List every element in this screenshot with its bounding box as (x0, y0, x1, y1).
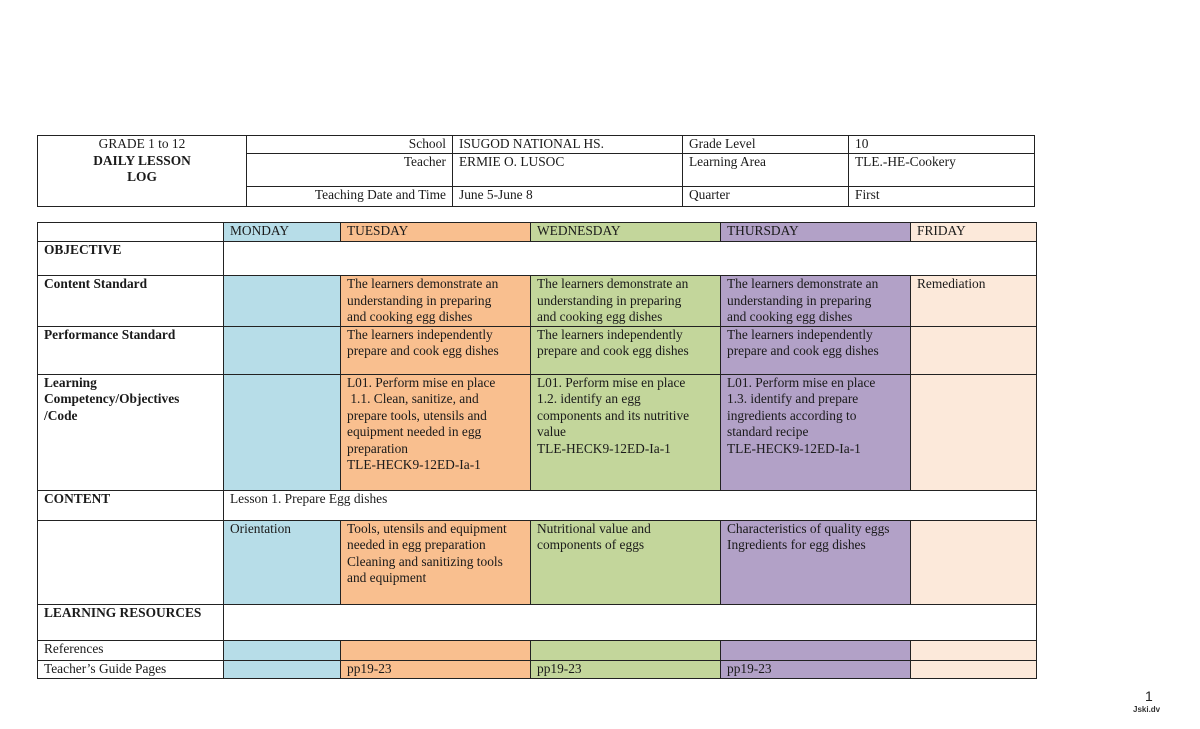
text-line: Competency/Objectives (44, 391, 180, 406)
text-line: prepare and cook egg dishes (727, 343, 879, 358)
topics-friday (911, 520, 1037, 604)
dll-title-line-2: LOG (127, 169, 157, 184)
day-header-thursday: THURSDAY (721, 223, 911, 242)
learning-area-label: Learning Area (683, 154, 849, 187)
performance-standard-label: Performance Standard (38, 326, 224, 374)
performance-standard-tuesday (341, 326, 531, 374)
footer-mark: Jski.dv (1133, 705, 1161, 714)
text-line: L01. Perform mise en place (727, 374, 876, 390)
text-line: L01. Perform mise en place (537, 374, 686, 390)
learning-competency-monday (224, 374, 341, 490)
day-header-tuesday: TUESDAY (341, 223, 531, 242)
text-line: Nutritional value and (537, 520, 651, 536)
teachers-guide-friday (911, 660, 1037, 678)
text-line: and cooking egg dishes (347, 309, 473, 324)
text-line: understanding in preparing (727, 292, 872, 308)
teachers-guide-row (38, 660, 1037, 678)
content-standard-wednesday (531, 276, 721, 327)
text-line: The learners demonstrate an (347, 276, 499, 291)
content-label: CONTENT (38, 490, 224, 520)
references-wednesday (531, 640, 721, 660)
references-friday (911, 640, 1037, 660)
learning-competency-wednesday (531, 374, 721, 490)
text-line: Ingredients for egg dishes (727, 537, 866, 552)
text-line: and cooking egg dishes (727, 309, 853, 324)
objective-label: OBJECTIVE (38, 242, 224, 276)
text-line: ingredients according to (727, 407, 857, 423)
performance-standard-thursday (721, 326, 911, 374)
topics-label-cell (38, 520, 224, 604)
quarter-value: First (849, 187, 1035, 207)
text-line: The learners demonstrate an (727, 276, 879, 291)
references-thursday (721, 640, 911, 660)
teachers-guide-label: Teacher’s Guide Pages (38, 660, 224, 678)
school-value: ISUGOD NATIONAL HS. (453, 136, 683, 154)
teachers-guide-wednesday: pp19-23 (531, 660, 721, 678)
references-monday (224, 640, 341, 660)
text-line: preparation (347, 440, 408, 456)
text-line: Tools, utensils and equipment (347, 520, 507, 536)
topics-row (38, 520, 1037, 604)
performance-standard-monday (224, 326, 341, 374)
content-standard-label: Content Standard (38, 276, 224, 327)
learning-resources-label: LEARNING RESOURCES (38, 604, 224, 640)
learning-competency-label (38, 374, 224, 490)
text-line: needed in egg preparation (347, 537, 486, 552)
day-header-row (38, 223, 1037, 242)
grade-level-label: Grade Level (683, 136, 849, 154)
text-line: Learning (44, 374, 97, 390)
dll-header-table (37, 135, 1035, 207)
text-line: /Code (44, 407, 78, 423)
dll-title-line-1: DAILY LESSON (93, 152, 191, 168)
school-label: School (247, 136, 453, 154)
date-value: June 5-June 8 (453, 187, 683, 207)
empty-corner-cell (38, 223, 224, 242)
text-line: and equipment (347, 570, 427, 585)
teachers-guide-monday (224, 660, 341, 678)
learning-competency-tuesday (341, 374, 531, 490)
text-line: prepare and cook egg dishes (537, 343, 689, 358)
performance-standard-row (38, 326, 1037, 374)
text-line: standard recipe (727, 424, 809, 439)
teachers-guide-tuesday: pp19-23 (341, 660, 531, 678)
text-line: The learners independently (727, 326, 873, 342)
content-standard-row (38, 276, 1037, 327)
references-row (38, 640, 1037, 660)
text-line: 1.3. identify and prepare (727, 391, 859, 406)
text-line: TLE-HECK9-12ED-Ia-1 (537, 440, 671, 456)
teacher-label: Teacher (247, 154, 453, 187)
lesson-plan-table (37, 222, 1037, 679)
topics-wednesday (531, 520, 721, 604)
references-tuesday (341, 640, 531, 660)
content-standard-friday: Remediation (911, 276, 1037, 327)
text-line: Cleaning and sanitizing tools (347, 553, 503, 569)
objective-span-cell (224, 242, 1037, 276)
topics-thursday (721, 520, 911, 604)
text-line: Characteristics of quality eggs (727, 520, 890, 536)
text-line: TLE-HECK9-12ED-Ia-1 (727, 440, 861, 456)
text-line: value (537, 424, 566, 439)
objective-row (38, 242, 1037, 276)
teacher-value: ERMIE O. LUSOC (453, 154, 683, 187)
content-standard-tuesday (341, 276, 531, 327)
text-line: components of eggs (537, 537, 645, 552)
text-line: understanding in preparing (537, 292, 682, 308)
text-line: 1.2. identify an egg (537, 391, 641, 406)
content-row (38, 490, 1037, 520)
text-line: prepare tools, utensils and (347, 407, 487, 423)
day-header-friday: FRIDAY (911, 223, 1037, 242)
text-line: The learners independently (347, 326, 493, 342)
performance-standard-friday (911, 326, 1037, 374)
content-standard-thursday (721, 276, 911, 327)
day-header-monday: MONDAY (224, 223, 341, 242)
text-line: 1.1. Clean, sanitize, and (347, 391, 479, 406)
learning-resources-span-cell (224, 604, 1037, 640)
learning-competency-row (38, 374, 1037, 490)
topics-tuesday (341, 520, 531, 604)
text-line: components and its nutritive (537, 407, 690, 423)
page-number: 1 (1145, 688, 1153, 704)
references-label: References (38, 640, 224, 660)
text-line: and cooking egg dishes (537, 309, 663, 324)
text-line: prepare and cook egg dishes (347, 343, 499, 358)
text-line: TLE-HECK9-12ED-Ia-1 (347, 457, 481, 472)
text-line: understanding in preparing (347, 292, 492, 308)
dll-title-cell (38, 136, 247, 207)
quarter-label: Quarter (683, 187, 849, 207)
text-line: The learners independently (537, 326, 683, 342)
grade-level-value: 10 (849, 136, 1035, 154)
learning-area-value: TLE.-HE-Cookery (849, 154, 1035, 187)
content-standard-monday (224, 276, 341, 327)
text-line: equipment needed in egg (347, 424, 482, 439)
grade-line: GRADE 1 to 12 (98, 136, 186, 151)
text-line: The learners demonstrate an (537, 276, 689, 291)
learning-competency-thursday (721, 374, 911, 490)
text-line: L01. Perform mise en place (347, 374, 496, 390)
day-header-wednesday: WEDNESDAY (531, 223, 721, 242)
learning-competency-friday (911, 374, 1037, 490)
teachers-guide-thursday: pp19-23 (721, 660, 911, 678)
content-value: Lesson 1. Prepare Egg dishes (224, 490, 1037, 520)
performance-standard-wednesday (531, 326, 721, 374)
learning-resources-row (38, 604, 1037, 640)
date-label: Teaching Date and Time (247, 187, 453, 207)
topics-monday: Orientation (224, 520, 341, 604)
